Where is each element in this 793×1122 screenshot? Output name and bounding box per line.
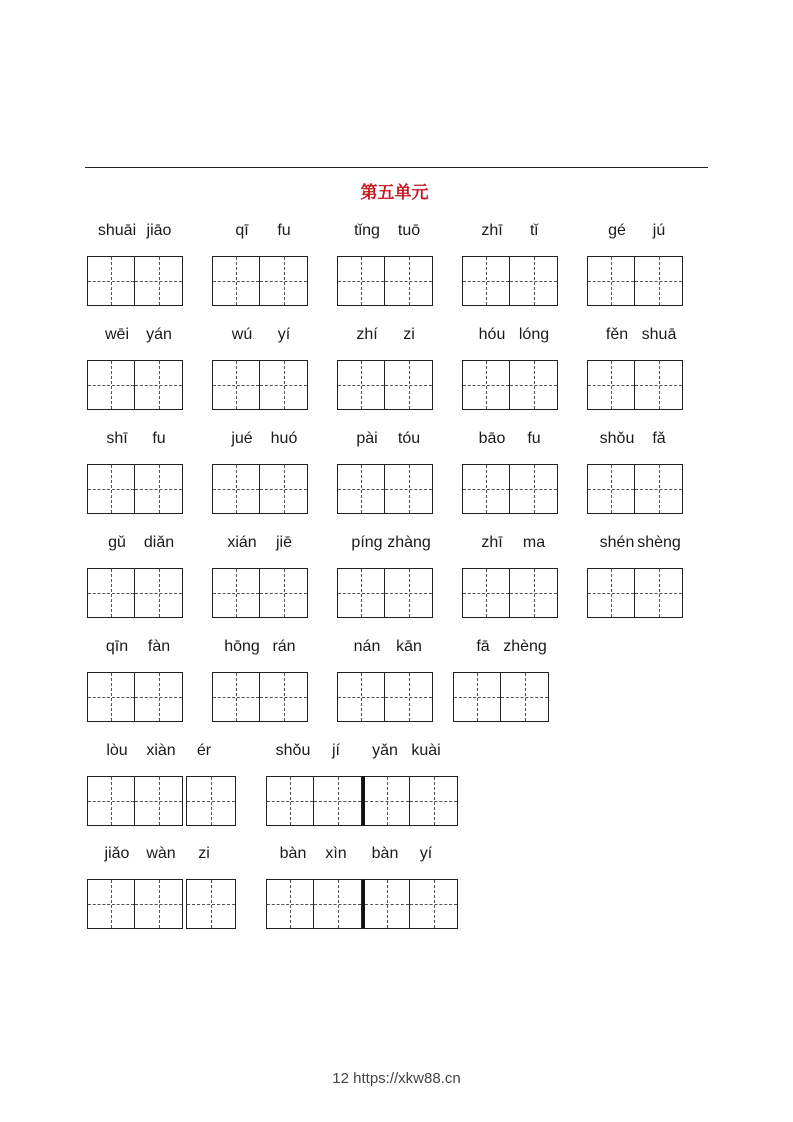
pinyin-syllable: bàn [371, 845, 399, 862]
pinyin-syllable: shuāi [97, 222, 137, 239]
writing-cell[interactable] [337, 672, 385, 722]
writing-cell[interactable] [462, 568, 510, 618]
writing-cell[interactable] [462, 360, 510, 410]
writing-cell[interactable] [260, 360, 308, 410]
writing-grid [87, 464, 183, 514]
pinyin-syllable: tǐng [354, 222, 380, 239]
pinyin-syllable: nán [353, 638, 381, 655]
writing-cell[interactable] [453, 672, 501, 722]
writing-grid [337, 464, 433, 514]
pinyin-syllable: zhí [356, 326, 378, 343]
writing-cell[interactable] [186, 879, 236, 929]
writing-grid [87, 672, 183, 722]
pinyin-syllable: rán [272, 638, 296, 655]
writing-cell[interactable] [510, 256, 558, 306]
writing-grid [337, 568, 433, 618]
pinyin-syllable: gé [608, 222, 626, 239]
pinyin-syllable: bàn [279, 845, 307, 862]
writing-cell[interactable] [260, 672, 308, 722]
pinyin-syllable: fǎ [652, 430, 666, 447]
pinyin-syllable: qīn [105, 638, 129, 655]
writing-cell[interactable] [385, 568, 433, 618]
pinyin-syllable: jué [231, 430, 253, 447]
pinyin-syllable: shǒu [275, 742, 311, 759]
writing-cell[interactable] [212, 568, 260, 618]
pinyin-syllable: lòu [106, 742, 128, 759]
pinyin-syllable: huó [270, 430, 298, 447]
writing-cell[interactable] [635, 568, 683, 618]
writing-cell[interactable] [135, 568, 183, 618]
writing-cell[interactable] [510, 568, 558, 618]
writing-grid [266, 879, 458, 929]
writing-grid [337, 256, 433, 306]
writing-grid [87, 256, 183, 306]
pinyin-syllable: shèng [637, 534, 681, 551]
pinyin-syllable: shén [599, 534, 635, 551]
writing-grid [453, 672, 549, 722]
writing-cell[interactable] [385, 672, 433, 722]
pinyin-syllable: gǔ [108, 534, 126, 551]
pinyin-syllable: lóng [518, 326, 550, 343]
pinyin-syllable: zhī [481, 222, 503, 239]
writing-cell[interactable] [314, 879, 362, 929]
pinyin-syllable: diǎn [143, 534, 175, 551]
writing-cell[interactable] [410, 879, 458, 929]
writing-cell[interactable] [337, 568, 385, 618]
pinyin-syllable: fěn [605, 326, 629, 343]
writing-cell[interactable] [260, 256, 308, 306]
writing-cell[interactable] [385, 464, 433, 514]
writing-grid [337, 360, 433, 410]
pinyin-syllable: xián [227, 534, 257, 551]
pinyin-syllable: wàn [146, 845, 176, 862]
writing-grid [87, 879, 236, 929]
writing-cell[interactable] [635, 464, 683, 514]
writing-cell[interactable] [337, 464, 385, 514]
writing-grid [212, 568, 308, 618]
pinyin-syllable: bāo [478, 430, 506, 447]
writing-grid [462, 464, 558, 514]
writing-grid [212, 256, 308, 306]
pinyin-syllable: yí [419, 845, 433, 862]
pinyin-syllable: yí [277, 326, 291, 343]
page-footer: 12 https://xkw88.cn [332, 1070, 461, 1087]
writing-cell[interactable] [362, 879, 410, 929]
writing-grid [212, 360, 308, 410]
pinyin-syllable: píng [351, 534, 383, 551]
writing-cell[interactable] [385, 256, 433, 306]
writing-cell[interactable] [635, 360, 683, 410]
pinyin-syllable: jiǎo [104, 845, 130, 862]
pinyin-syllable: fu [277, 222, 291, 239]
writing-grid [87, 360, 183, 410]
writing-cell[interactable] [135, 256, 183, 306]
pinyin-syllable: ér [196, 742, 212, 759]
pinyin-syllable: tuō [397, 222, 421, 239]
writing-grid [587, 464, 683, 514]
pinyin-syllable: jú [652, 222, 666, 239]
writing-cell[interactable] [362, 776, 410, 826]
writing-grid [462, 360, 558, 410]
writing-cell[interactable] [212, 464, 260, 514]
writing-grid [462, 256, 558, 306]
pinyin-syllable: tóu [397, 430, 421, 447]
writing-cell[interactable] [587, 256, 635, 306]
pinyin-syllable: kuài [411, 742, 441, 759]
writing-cell[interactable] [260, 464, 308, 514]
pinyin-syllable: ma [522, 534, 546, 551]
pinyin-syllable: tǐ [530, 222, 538, 239]
writing-grid [587, 568, 683, 618]
writing-grid [212, 672, 308, 722]
writing-cell[interactable] [135, 879, 183, 929]
pinyin-syllable: shǒu [599, 430, 635, 447]
pinyin-syllable: shuā [641, 326, 677, 343]
writing-cell[interactable] [87, 464, 135, 514]
pinyin-syllable: zhèng [503, 638, 547, 655]
writing-cell[interactable] [87, 776, 135, 826]
pinyin-syllable: jí [332, 742, 340, 759]
writing-cell[interactable] [266, 879, 314, 929]
unit-title: 第五单元 [360, 183, 429, 203]
pinyin-syllable: wēi [104, 326, 130, 343]
writing-cell[interactable] [337, 360, 385, 410]
writing-cell[interactable] [135, 776, 183, 826]
pinyin-syllable: zi [198, 845, 210, 862]
writing-cell[interactable] [337, 256, 385, 306]
writing-cell[interactable] [587, 568, 635, 618]
writing-cell[interactable] [87, 256, 135, 306]
writing-cell[interactable] [212, 672, 260, 722]
pinyin-syllable: jiē [275, 534, 293, 551]
writing-cell[interactable] [212, 256, 260, 306]
pinyin-syllable: kān [396, 638, 422, 655]
pinyin-syllable: qī [235, 222, 249, 239]
writing-cell[interactable] [510, 360, 558, 410]
writing-grid [587, 256, 683, 306]
writing-grid [587, 360, 683, 410]
writing-cell[interactable] [87, 672, 135, 722]
writing-cell[interactable] [135, 360, 183, 410]
writing-cell[interactable] [587, 464, 635, 514]
writing-cell[interactable] [410, 776, 458, 826]
writing-cell[interactable] [462, 256, 510, 306]
pinyin-syllable: yǎn [372, 742, 398, 759]
pinyin-syllable: hōng [224, 638, 260, 655]
pinyin-syllable: zhī [481, 534, 503, 551]
pinyin-syllable: xìn [325, 845, 347, 862]
writing-cell[interactable] [87, 879, 135, 929]
writing-cell[interactable] [635, 256, 683, 306]
writing-cell[interactable] [314, 776, 362, 826]
writing-cell[interactable] [186, 776, 236, 826]
writing-cell[interactable] [266, 776, 314, 826]
top-rule [85, 167, 708, 168]
writing-grid [266, 776, 458, 826]
writing-grid [212, 464, 308, 514]
pinyin-syllable: zhàng [387, 534, 431, 551]
pinyin-syllable: fā [476, 638, 490, 655]
pinyin-syllable: fàn [147, 638, 171, 655]
pinyin-syllable: xiàn [146, 742, 176, 759]
writing-grid [337, 672, 433, 722]
writing-cell[interactable] [462, 464, 510, 514]
pinyin-syllable: jiāo [146, 222, 172, 239]
writing-cell[interactable] [135, 672, 183, 722]
writing-grid [462, 568, 558, 618]
writing-cell[interactable] [385, 360, 433, 410]
pinyin-syllable: wú [231, 326, 253, 343]
writing-cell[interactable] [87, 360, 135, 410]
pinyin-syllable: fu [527, 430, 541, 447]
pinyin-syllable: zi [403, 326, 415, 343]
writing-cell[interactable] [260, 568, 308, 618]
pinyin-syllable: shī [106, 430, 128, 447]
writing-cell[interactable] [135, 464, 183, 514]
pinyin-syllable: hóu [478, 326, 506, 343]
writing-cell[interactable] [212, 360, 260, 410]
pinyin-syllable: yán [146, 326, 172, 343]
pinyin-syllable: fu [152, 430, 166, 447]
writing-cell[interactable] [501, 672, 549, 722]
writing-cell[interactable] [587, 360, 635, 410]
writing-cell[interactable] [510, 464, 558, 514]
writing-grid [87, 568, 183, 618]
pinyin-syllable: pài [356, 430, 378, 447]
writing-grid [87, 776, 236, 826]
writing-cell[interactable] [87, 568, 135, 618]
